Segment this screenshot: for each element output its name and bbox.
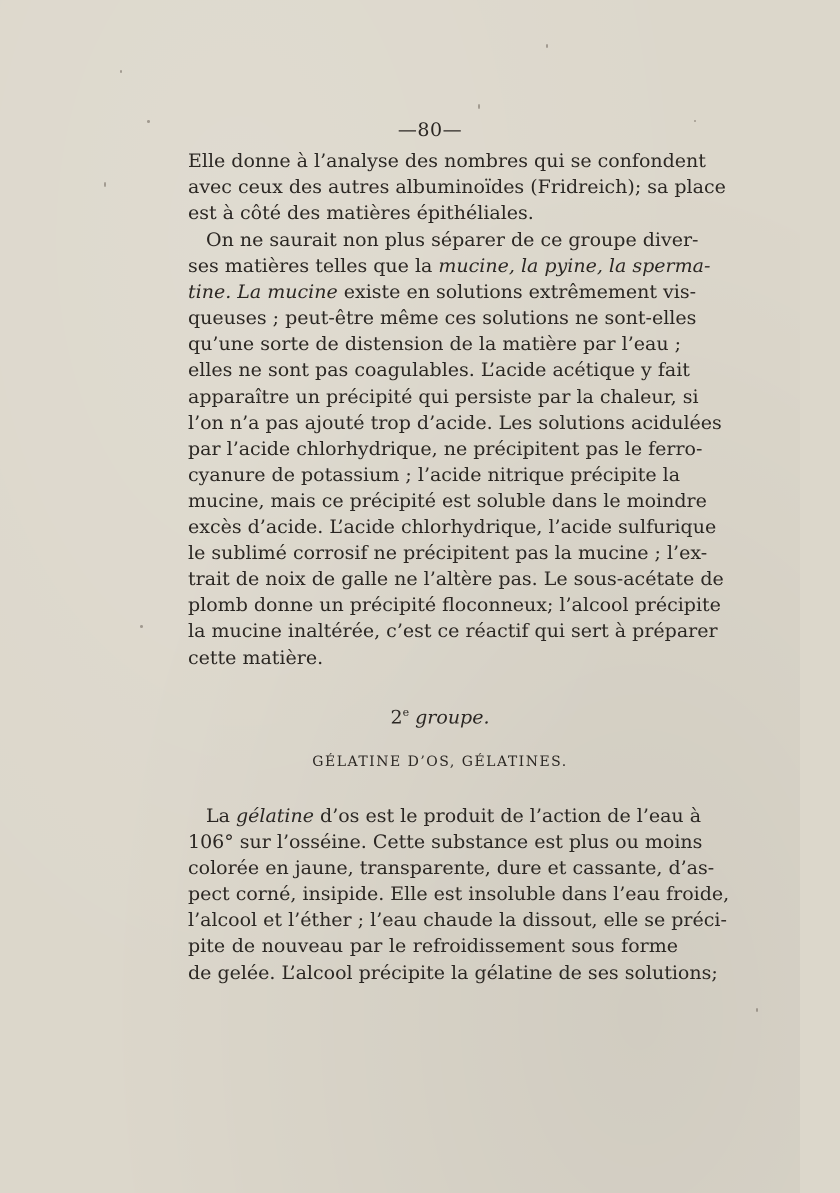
text-run: d’os est le produit de l’action de l’eau à [314,805,702,827]
text-line: par l’acide chlorhydrique, ne précipitent pas le ferro- [188,437,703,460]
text-line: avec ceux des autres albuminoïdes (Fridreich); sa place [188,176,726,199]
text-line: mucine, mais ce précipité est soluble dans le moindre [188,489,707,512]
text-run: La [206,805,236,827]
paper-speck [478,104,480,109]
italic-run: gélatine [235,805,314,827]
text-line: 106° sur l’osséine. Cette substance est plus ou moins [188,831,703,854]
text-line [188,253,711,279]
text-line: cyanure de potassium ; l’acide nitrique précipite la [188,463,681,486]
page-number: —80— [397,119,463,141]
paper-speck [120,70,122,73]
text-line: pite de nouveau par le refroidissement sous forme [188,935,678,958]
paragraph-1 [188,148,726,226]
section-number: 2 [390,706,403,729]
section-heading [40,706,840,728]
text-line: apparaître un précipité qui persiste par la chaleur, si [188,385,699,408]
text-line: de gelée. L’alcool précipite la gélatine de ses solutions; [188,961,718,984]
paper-speck [546,44,548,48]
italic-run: mucine, la pyine, la sperma- [438,255,711,278]
text-line: qu’une sorte de distension de la matière par l’eau ; [188,333,682,356]
paper-speck [140,625,143,628]
text-line [188,803,702,829]
text-line: le sublimé corrosif ne précipitent pas la mucine ; l’ex- [188,542,708,565]
paragraph-3 [188,803,730,986]
text-run: ses matières telles que la [188,255,439,278]
text-line: la mucine inaltérée, c’est ce réactif qui sert à préparer [188,620,718,643]
text-line: On ne saurait non plus séparer de ce groupe diver- [206,229,699,251]
text-line: queuses ; peut-être même ces solutions ne sont-elles [188,307,697,330]
text-line: l’on n’a pas ajouté trop d’acide. Les solutions acidulées [188,411,722,434]
text-line: plomb donne un précipité floconneux; l’alcool précipite [188,594,721,617]
text-line: trait de noix de galle ne l’altère pas. Le sous-acétate de [188,568,724,591]
text-line: elles ne sont pas coagulables. L’acide acétique y fait [188,359,690,382]
text-line: Elle donne à l’analyse des nombres qui se confondent [188,150,706,172]
paragraph-2 [188,227,724,671]
text-line: est à côté des matières épithéliales. [188,202,534,225]
paper-speck [104,182,106,187]
text-line: pect corné, insipide. Elle est insoluble dans l’eau froide, [188,883,730,906]
text-line: l’alcool et l’éther ; l’eau chaude la dissout, elle se préci- [188,909,727,932]
text-line: cette matière. [188,646,324,669]
section-number-superscript: e [402,706,410,719]
text-run: existe en solutions extrêmement vis- [337,281,697,304]
section-subheading: GÉLATINE D’OS, GÉLATINES. [312,754,568,770]
text-line: colorée en jaune, transparente, dure et cassante, d’as- [188,857,715,880]
text-line [188,279,697,305]
section-title: groupe. [415,706,490,729]
italic-run: tine. La mucine [188,281,338,304]
paper-speck [756,1008,758,1012]
text-line: excès d’acide. L’acide chlorhydrique, l’acide sulfurique [188,516,717,539]
